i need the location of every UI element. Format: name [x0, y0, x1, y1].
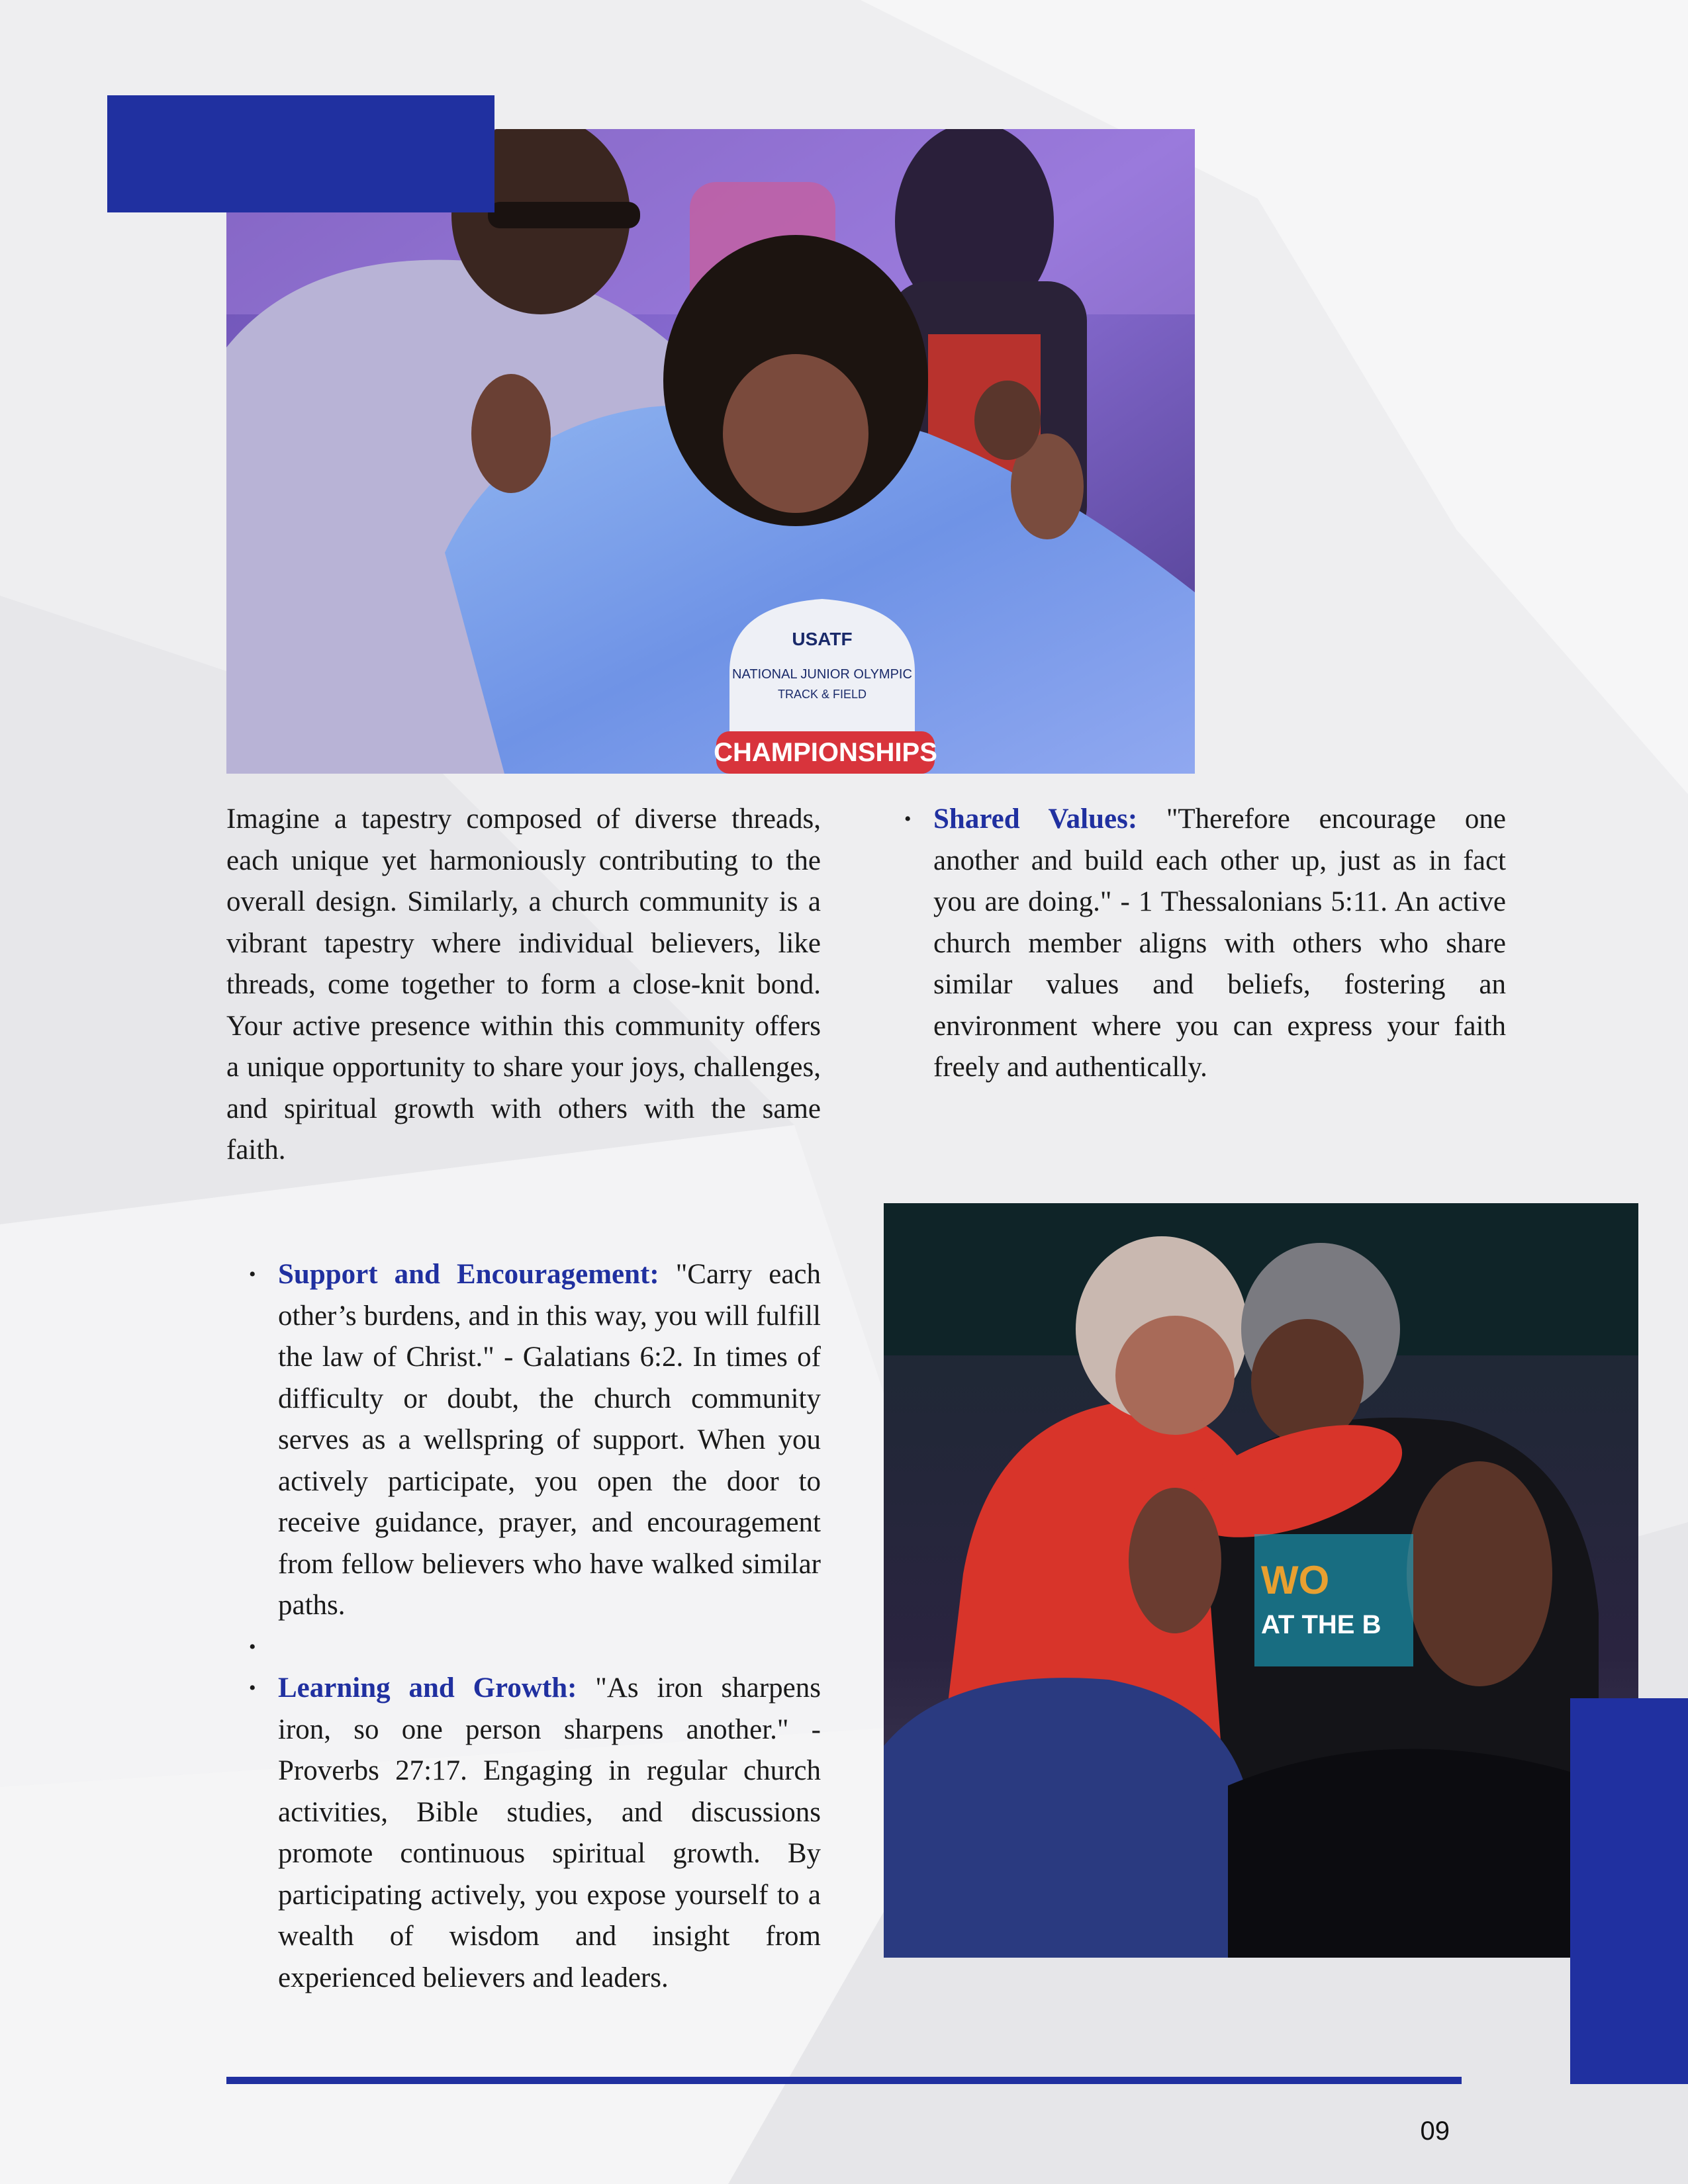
- bullet-learning: [278, 1668, 821, 1999]
- shirt-line-2: TRACK & FIELD: [777, 688, 867, 701]
- photo-prayer-laying-hands: [226, 129, 1195, 774]
- shirt-graphic-line-2: AT THE B: [1261, 1610, 1382, 1639]
- photo-embrace: [884, 1203, 1638, 1958]
- side-accent-block: [1570, 1698, 1688, 2084]
- bullet-shared-title: Shared Values:: [933, 803, 1138, 835]
- shirt-graphic-line-1: WO: [1261, 1558, 1330, 1602]
- intro-paragraph-block: [226, 799, 821, 1171]
- bullet-support-body: "Carry each other’s burdens, and in this way, you will fulfill the law of Christ." - Galatians 6:2. In times of difficulty or doubt, the church community serves as a wellspring of support. When you actively participate, you open the door to receive guidance, prayer, and encouragement from fellow believers who have walked similar paths.: [278, 1259, 821, 1621]
- intro-paragraph: Imagine a tapestry composed of diverse threads, each unique yet harmoniously contributing to the overall design. Similarly, a church community is a vibrant tapestry where individual believers, like threads, come together to form a close-knit bond. Your active presence within this community offers a unique opportunity to share your joys, challenges, and spiritual growth with others with the same faith.: [226, 803, 821, 1165]
- bullet-learning-body: "As iron sharpens iron, so one person sharpens another." - Proverbs 27:17. Engaging in regular church activities, Bible studies, and discussions promote continuous spiritual growth. By participating actively, you expose yourself to a wealth of wisdom and insight from experienced believers and leaders.: [278, 1672, 821, 1993]
- shirt-logo: USATF: [792, 629, 853, 649]
- bullet-learning-title: Learning and Growth:: [278, 1672, 577, 1704]
- bullet-spacer: [278, 1627, 821, 1668]
- bullet-support-title: Support and Encouragement:: [278, 1259, 659, 1290]
- shirt-banner: CHAMPIONSHIPS: [714, 738, 937, 767]
- left-bullet-list: [278, 1254, 821, 1999]
- footer-rule: [226, 2077, 1462, 2084]
- right-bullet-list: [933, 799, 1506, 1089]
- bullet-shared-body: "Therefore encourage one another and build each other up, just as in fact you are doing." - 1 Thessalonians 5:11. An active church member aligns with others who share similar values and beliefs, fostering an environment where you can express your faith freely and authentically.: [933, 803, 1506, 1083]
- top-accent-block: [107, 95, 494, 212]
- bullet-shared: [933, 799, 1506, 1089]
- shirt-line-1: NATIONAL JUNIOR OLYMPIC: [732, 667, 912, 682]
- page-number: 09: [1420, 2116, 1450, 2146]
- bullet-support: [278, 1254, 821, 1627]
